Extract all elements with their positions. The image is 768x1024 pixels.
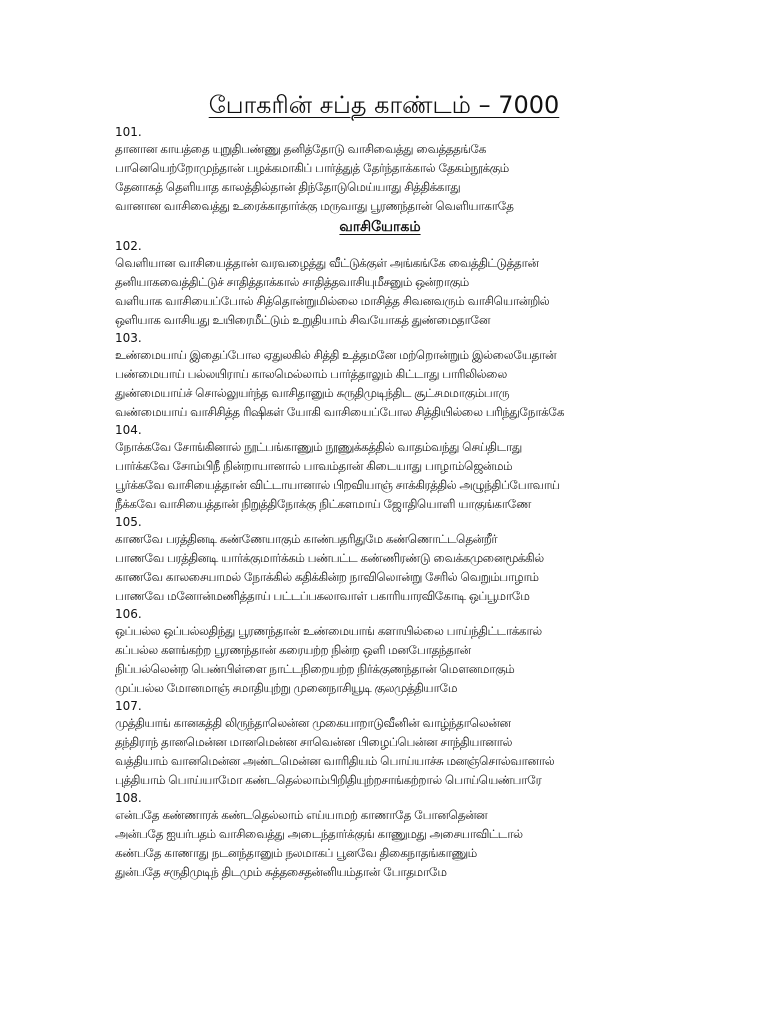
verse-line: வத்தியாம் வானமென்ன அண்டமென்ன வாரிதியம் பொய்யாச்சு மனஞ்சொல்வானால் [115, 754, 555, 768]
verse-line: நிப்பல்லென்ற பெண்பிள்ளை நாட்டநிறையற்ற நிர்க்குணந்தான் மௌனமாகும் [115, 662, 515, 676]
verse-line: பானெயெற்றோமுந்தான் பழக்கமாகிப் பார்த்துத் தேர்ந்தாக்கால் தேகம்நூக்கும் [115, 161, 509, 175]
verse-line: வண்மையாய் வாசிசித்த ரிஷிகள் யோகி வாசியைப்போல சித்தியில்லை பரிந்துநோக்கே [115, 405, 564, 419]
verse-line: முத்தியாங் கானகத்தி லிருந்தாலென்ன முகையாறாடுவீனின் வாழ்ந்தாலென்ன [115, 716, 511, 730]
verse-line: காணவே பரத்தினடி கண்ணேயாகும் காண்பதரிதுமே கண்ணொட்டதென்றீர் [115, 532, 498, 546]
verse-line: கப்பல்ல களங்கற்ற பூரணந்தான் கரையற்ற நின்ற ஒளி மனபோதந்தான் [115, 643, 471, 657]
document-title: போகரின் சப்த காண்டம் – 7000 [208, 91, 560, 119]
verse-body [115, 124, 755, 882]
verse-line: பாணவே பரத்தினடி யார்க்குமார்க்கம் பண்பட்ட கண்ணிரண்டு வைக்கமுனைமூக்கில் [115, 551, 544, 565]
verse-number: 101. [115, 125, 142, 139]
verse-line: காணவே காலசையாமல் நோக்கில் கதிக்கின்ற நாவிலொன்று சேரில் வெறும்பாழாம் [115, 570, 539, 584]
verse-number: 108. [115, 791, 142, 805]
verse-line: நீக்கவே வாசியைத்தான் நிறுத்திநோக்கு நிட்களமாய் ஜோதியொளி யாகுங்காணே [115, 497, 531, 511]
verse-line: வளியாக வாசியைப்போல் சித்தொன்றுமில்லை மாசித்த சிவனவரும் வாசியொன்றில் [115, 294, 550, 308]
verse-line: தந்திராந் தானமென்ன மானமென்ன சாவென்ன பிழைப்பென்ன சாந்தியானால் [115, 735, 512, 749]
verse-line: துண்மையாய்ச் சொல்லுயர்ந்த வாசிதானும் சுருதிமுடிந்திட சூட்சமமாகும்பாரு [115, 386, 510, 400]
verse-number: 105. [115, 515, 142, 529]
verse-number: 107. [115, 699, 142, 713]
verse-line: வானான வாசிவைத்து உரைக்காதார்க்கு மருவாது பூரணந்தான் வெளியாகாதே [115, 199, 514, 213]
verse-line: பூர்க்கவே வாசியைத்தான் விட்டாயானால் பிறவியாஞ் சாக்கிரத்தில் அழுந்திப்போவாய் [115, 478, 560, 492]
verse-line: தேனாகத் தெளியாத காலத்தில்தான் திந்தோடுமெய்யாது சித்திக்காது [115, 180, 461, 194]
verse-line: ஒளியாக வாசியது உயிரைமீட்டும் உறுதியாம் சிவயோகத் துண்மைதானே [115, 313, 490, 327]
verse-line: உண்மையாய் இதைப்போல ஏதுலகில் சித்தி உத்தமனே மற்றொன்றும் இல்லையேதான் [115, 348, 557, 362]
verse-line: புத்தியாம் பொய்யாமோ கண்டதெல்லாம்பிறிதியுற்றசாங்கற்றால் பொய்யெண்பாரே [115, 773, 542, 787]
verse-line: தனியாகவைத்திட்டுச் சாதித்தாக்கால் சாதித்தவாசியுமீசனும் ஒன்றாகும் [115, 275, 469, 289]
verse-line: பண்மையாய் பல்லயிராய் காலமெல்லாம் பார்த்தாலும் கிட்டாது பாரிலில்லை [115, 367, 507, 381]
verse-line: என்பதே கண்ணாரக் கண்டதெல்லாம் எய்யாமற் காணாதே போனதென்ன [115, 808, 488, 822]
verse-line: முப்பல்ல மோனமாஞ் சமாதியுற்று முனைநாசியூடி குலமுத்தியாமே [115, 681, 457, 695]
verse-line: கண்பதே காணாது நடனந்தானும் நலமாகப் பூனவே திகைநாதங்காணும் [115, 846, 477, 860]
verse-number: 106. [115, 607, 142, 621]
verse-number: 103. [115, 331, 142, 345]
verse-line: அன்பதே ஐயர்பதம் வாசிவைத்து அடைந்தார்க்குங் காணுமது அசையாவிட்டால் [115, 827, 523, 841]
section-heading: வாசியோகம் [339, 219, 421, 235]
verse-line: தானான காயத்தை யுறுதிபண்ணு தனித்தோடு வாசிவைத்து வைத்ததங்கே [115, 142, 486, 156]
verse-line: ஒப்பல்ல ஒப்பல்லதிந்து பூரணந்தான் உண்மையாங் களாயில்லை பாய்ந்திட்டாக்கால் [115, 624, 542, 638]
verse-line: நோக்கவே சோங்கினால் நூட்பங்காணும் நூணுக்கத்தில் வாதம்வந்து செய்திடாது [115, 440, 522, 454]
verse-line: பார்க்கவே சோம்பிநீ நின்றாயானால் பாவம்தான் கிடையாது பாழாம்ஜென்மம் [115, 459, 513, 473]
verse-number: 104. [115, 423, 142, 437]
verse-number: 102. [115, 239, 142, 253]
verse-line: வெளியான வாசியைத்தான் வரவழைத்து வீட்டுக்குள் அங்கங்கே வைத்திட்டுத்தான் [115, 256, 539, 270]
verse-line: துன்பதே சருதிமுடிந் திடமும் சுத்தசைதன்னியம்தான் போதமாமே [115, 865, 447, 879]
verse-line: பாணவே மனோன்மணித்தாய் பட்டப்பகலாவாள் பகாரியாரவிகோடி ஒப்பூமாமே [115, 589, 530, 603]
